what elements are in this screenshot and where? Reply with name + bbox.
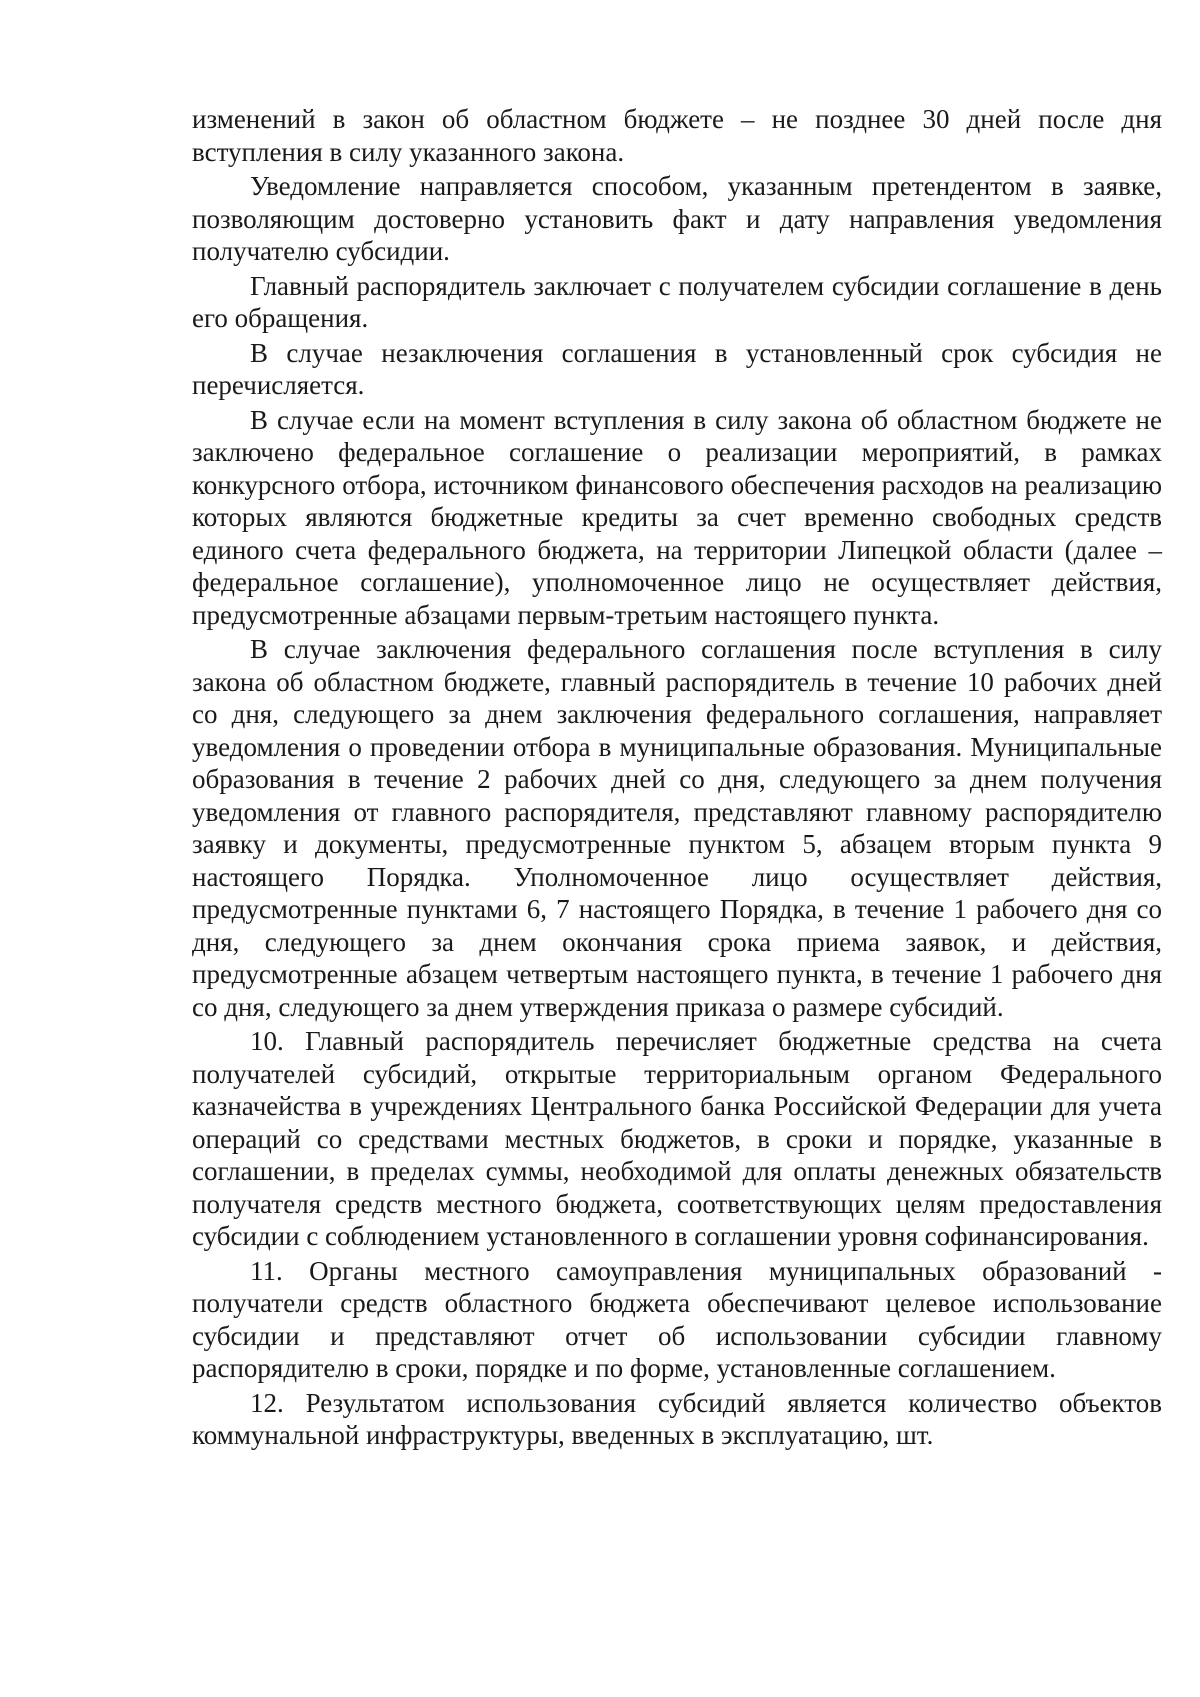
paragraph-continuation: изменений в закон об областном бюджете – не позднее 30 дней после дня вступления в силу указанного закона. (192, 104, 1162, 167)
paragraph-notification-method: Уведомление направляется способом, указанным претендентом в заявке, позволяющим достоверно установить факт и дату направления уведомления получателю субсидии. (192, 171, 1162, 266)
paragraph-item-12: 12. Результатом использования субсидий является количество объектов коммунальной инфраструктуры, введенных в эксплуатацию, шт. (192, 1387, 1162, 1450)
paragraph-federal-agreement-absent: В случае если на момент вступления в силу закона об областном бюджете не заключено федеральное соглашение о реализации мероприятий, в рамках конкурсного отбора, источником финансового обеспечения расходов на реализацию которых являются бюджетные кредиты за счет временно свободных средств единого счета федерального бюджета, на территории Липецкой области (далее – федеральное соглашение), уполномоченное лицо не осуществляет действия, предусмотренные абзацами первым-третьим настоящего пункта. (192, 404, 1162, 630)
paragraph-non-conclusion: В случае незаключения соглашения в установленный срок субсидия не перечисляется. (192, 337, 1162, 400)
paragraph-item-11: 11. Органы местного самоуправления муниципальных образований - получатели средств областного бюджета обеспечивают целевое использование субсидии и представляют отчет об использовании субсидии главному распорядителю в сроки, порядке и по форме, установленные соглашением. (192, 1255, 1162, 1383)
paragraph-item-10: 10. Главный распорядитель перечисляет бюджетные средства на счета получателей субсидий, открытые территориальным органом Федерального казначейства в учреждениях Центрального банка Российской Федерации для учета операций со средствами местных бюджетов, в сроки и порядке, указанные в соглашении, в пределах суммы, необходимой для оплаты денежных обязательств получателя средств местного бюджета, соответствующих целям предоставления субсидии с соблюдением установленного в соглашении уровня софинансирования. (192, 1026, 1162, 1251)
document-body (192, 103, 1162, 1452)
paragraph-agreement-conclusion: Главный распорядитель заключает с получателем субсидии соглашение в день его обращения. (192, 270, 1162, 333)
paragraph-federal-agreement-concluded: В случае заключения федерального соглашения после вступления в силу закона об областном бюджете, главный распорядитель в течение 10 рабочих дней со дня, следующего за днем заключения федерального соглашения, направляет уведомления о проведении отбора в муниципальные образования. Муниципальные образования в течение 2 рабочих дней со дня, следующего за днем получения уведомления от главного распорядителя, представляют главному распорядителю заявку и документы, предусмотренные пунктом 5, абзацем вторым пункта 9 настоящего Порядка. Уполномоченное лицо осуществляет действия, предусмотренные пунктами 6, 7 настоящего Порядка, в течение 1 рабочего дня со дня, следующего за днем окончания срока приема заявок, и действия, предусмотренные абзацем четвертым настоящего пункта, в течение 1 рабочего дня со дня, следующего за днем утверждения приказа о размере субсидий. (192, 634, 1162, 1022)
